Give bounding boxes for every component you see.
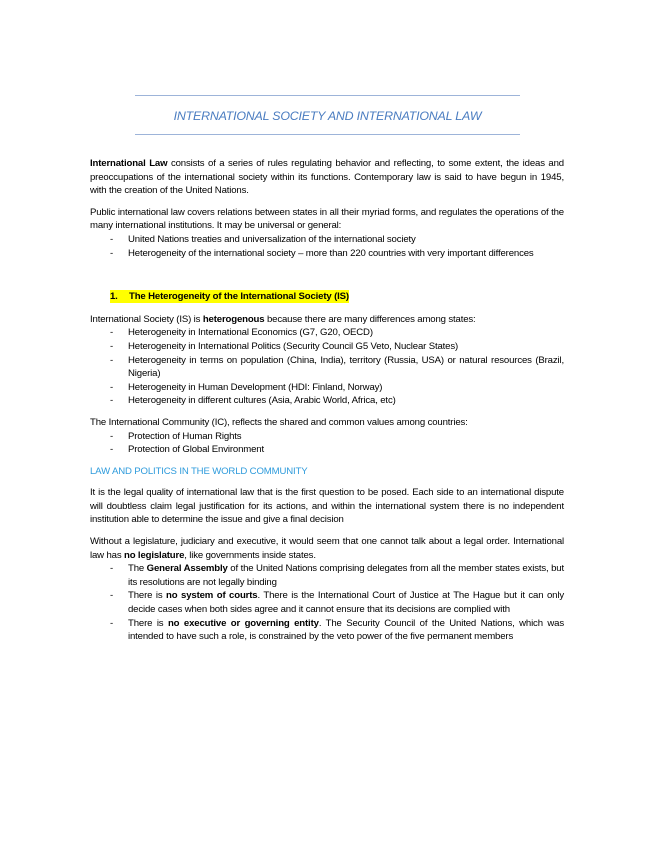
list-item: - Heterogeneity in different cultures (Asia, Arabic World, Africa, etc): [90, 394, 564, 408]
heterogeneity-list: [90, 326, 564, 408]
is-text-post: because there are many differences among states:: [264, 313, 476, 325]
list-item: - Heterogeneity in terms on population (China, India), territory (Russia, USA) or natural resources (Brazil, Nigeria): [90, 354, 564, 381]
section-1-heading: [90, 290, 564, 304]
list-item: - Protection of Global Environment: [90, 443, 564, 457]
document-body: [90, 157, 564, 644]
legislature-text-post: , like governments inside states.: [184, 549, 316, 561]
page-title: INTERNATIONAL SOCIETY AND INTERNATIONAL LAW: [173, 109, 482, 123]
is-paragraph: [90, 313, 564, 327]
list-item: - United Nations treaties and universalization of the international society: [90, 233, 564, 247]
section-1-title: The Heterogeneity of the International Society (IS): [129, 291, 349, 303]
section-2-heading: LAW AND POLITICS IN THE WORLD COMMUNITY: [90, 465, 308, 477]
public-law-list: [90, 233, 564, 260]
list-item: - Heterogeneity in International Politics (Security Council G5 Veto, Nuclear States): [90, 340, 564, 354]
list-item: - Protection of Human Rights: [90, 430, 564, 444]
is-text-pre: International Society (IS) is: [90, 313, 203, 325]
ic-list: [90, 430, 564, 457]
legislature-text-pre: Without a legislature, judiciary and executive, it would seem that one cannot talk about a legal order. International law has: [90, 536, 564, 561]
title-top-rule: [135, 95, 520, 96]
list-item: - Heterogeneity in International Economics (G7, G20, OECD): [90, 326, 564, 340]
intro-paragraph: [90, 157, 564, 198]
ic-paragraph: The International Community (IC), reflects the shared and common values among countries:: [90, 416, 468, 428]
legislature-list: [90, 562, 564, 644]
list-item: - There is no executive or governing entity. The Security Council of the United Nations, which was intended to have such a role, is constrained by the veto power of the five permanent members: [90, 617, 564, 644]
section-1-number: 1.: [110, 291, 118, 303]
legal-quality-paragraph: It is the legal quality of international law that is the first question to be posed. Each side to an international dispute will doubtless claim legal justification for its actions, and within the international system there is no independent institution able to determine the issue and give a final decision: [90, 487, 564, 526]
intro-text: consists of a series of rules regulating behavior and reflecting, to some extent, the ideas and preoccupations of the international society within its functions. Contemporary law is said to have begun in 1945, with the creation of the United Nations.: [90, 158, 564, 197]
list-item: - The General Assembly of the United Nations comprising delegates from all the member states exists, but its resolutions are not legally binding: [90, 562, 564, 589]
legislature-bold-term: no legislature: [124, 549, 185, 561]
list-item: - Heterogeneity in Human Development (HDI: Finland, Norway): [90, 381, 564, 395]
list-item: - Heterogeneity of the international society – more than 220 countries with very important differences: [90, 247, 564, 261]
public-law-paragraph: Public international law covers relations between states in all their myriad forms, and regulates the operations of the many international institutions. It may be universal or general:: [90, 206, 564, 232]
is-bold-term: heterogenous: [202, 313, 265, 325]
legislature-paragraph: [90, 535, 564, 562]
list-item: - There is no system of courts. There is the International Court of Justice at The Hague but it can only decide cases when both sides agree and it cannot ensure that its decisions are complied with: [90, 589, 564, 616]
intro-bold-term: International Law: [90, 158, 168, 169]
title-bottom-rule: [135, 134, 520, 135]
